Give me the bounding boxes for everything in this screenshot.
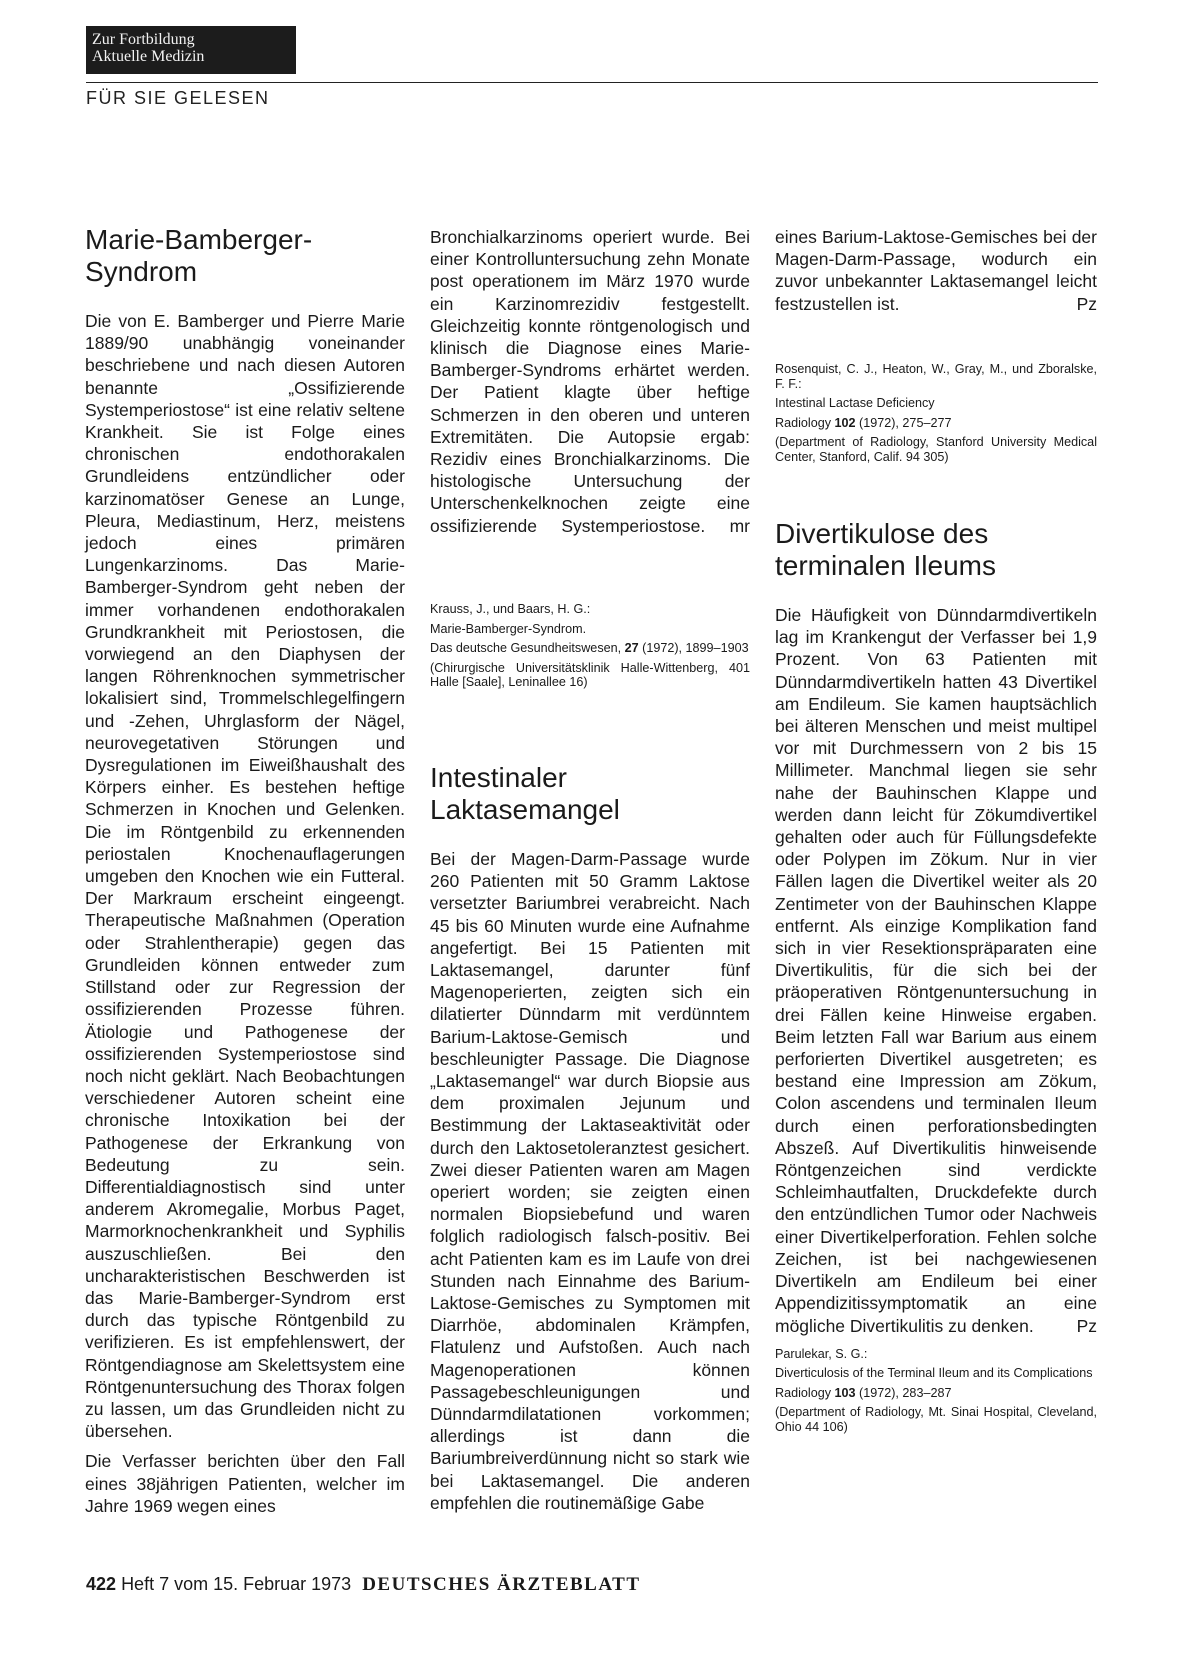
ref-volume: 27	[624, 641, 639, 655]
article-paragraph-1: Bei der Magen-Darm-Passage wurde 260 Patienten mit 50 Gramm Laktose versetzter Bariumbrei verabreicht. Nach 45 bis 60 Minuten wurde eine Aufnahme angefertigt. Bei 15 Patienten mit Laktasemangel, darunter fünf Magenoperierten, zeigten sich ein dilatierter Dünndarm mit verdünntem Barium-Laktose-Gemisch und beschleunigter Passage. Die Diagnose „Laktasemangel“ war durch Biopsie aus dem proximalen Jejunum und Bestimmung der Laktaseaktivität oder durch den Laktosetoleranztest gesichert. Zwei dieser Patienten waren am Magen operiert worden; sie zeigten einen normalen Biopsiebefund und waren folglich radiologisch falsch-positiv. Bei acht Patienten kam es im Laufe von drei Stunden nach Einnahme des Barium-Laktose-Gemisches zu Symptomen mit Diarrhöe, abdominalen Krämpfen, Flatulenz und Aufstoßen. Auch nach Magenoperationen können Passagebeschleunigungen und Dünndarmdilatationen vorkommen; allerdings ist dann die Bariumbreiverdünnung nicht so stark wie bei Laktasemangel. Die anderen empfehlen die routinemäßige Gabe	[430, 849, 750, 1513]
ref-address: (Department of Radiology, Stanford University Medical Center, Stanford, Calif. 94 305)	[775, 435, 1097, 464]
title-line-1: Intestinaler	[430, 762, 567, 793]
issue-info: Heft 7 vom 15. Februar 1973	[121, 1574, 352, 1594]
ref-journal: Das deutsche Gesundheitswesen,	[430, 641, 622, 655]
signature-pz: Pz	[1076, 293, 1097, 314]
ref-address: (Department of Radiology, Mt. Sinai Hospital, Cleveland, Ohio 44 106)	[775, 1405, 1097, 1434]
article-marie-bamberger	[85, 224, 405, 1517]
article-marie-bamberger-continued	[430, 226, 750, 537]
header-rule	[86, 82, 1098, 83]
page-number: 422	[86, 1574, 117, 1594]
ref-volume: 102	[834, 415, 856, 430]
article-laktasemangel-continued	[775, 226, 1097, 315]
ref-pages: (1972), 1899–1903	[642, 641, 749, 655]
rubric-box	[86, 26, 296, 74]
article-paragraph-continued: eines Barium-Laktose-Gemisches bei der Magen-Darm-Passage, wodurch ein zuvor unbekannter Laktasemangel leicht festzustellen ist. Pz	[775, 227, 1097, 314]
reference-laktasemangel	[775, 362, 1097, 469]
title-line-2: Syndrom	[85, 256, 198, 287]
ref-address: (Chirurgische Universitätsklinik Halle-Wittenberg, 401 Halle [Saale], Leninallee 16)	[430, 660, 750, 689]
article-paragraph-1	[775, 604, 1097, 1337]
article-paragraph-2: Die Verfasser berichten über den Fall eines 38jährigen Patienten, welcher im Jahre 1969 wegen eines	[85, 1451, 405, 1516]
paragraph-text: Die Häufigkeit von Dünndarmdivertikeln lag im Krankengut der Verfasser bei 1,9 Prozent. Von 63 Patienten mit Dünndarmdivertikeln hatten 43 Divertikel am Endileum. Sie kamen hauptsächlich bei älteren Menschen und meist multipel vor mit Durchmessern von 2 bis 15 Millimeter. Manchmal liegen sie sehr nahe der Bauhinschen Klappe und werden dann leicht für Zökumdivertikel gehalten oder auch für Füllungsdefekte oder Polypen im Zökum. Nur in vier Fällen lagen die Divertikel weiter als 20 Zentimeter von der Bauhinschen Klappe entfernt. Als einzige Komplikation fand sich in vier Resektionspräparaten eine Divertikulitis, für die sich bei der präoperativen Röntgenuntersuchung in drei Fällen keine Hinweise ergaben. Beim letzten Fall war Barium aus einem perforierten Divertikel ausgetreten; es bestand eine Impression am Zökum, Colon ascendens und terminalen Ileum durch einen perforationsbedingten Abszeß. Auf Divertikulitis hinweisende Röntgenzeichen sind verdickte Schleimhautfalten, Druckdefekte durch den entzündlichen Tumor oder Nachweis einer Divertikelperforation. Fehlen solche Zeichen, ist bei nachgewiesenen Divertikeln am Endileum bei einer Appendizitissymptomatik an eine mögliche Divertikulitis zu denken.	[775, 605, 1097, 1336]
reference-marie-bamberger	[430, 602, 750, 695]
title-line-1: Divertikulose des	[775, 518, 989, 549]
ref-volume: 103	[834, 1385, 856, 1400]
ref-title: Diverticulosis of the Terminal Ileum and its Complications	[775, 1366, 1093, 1381]
ref-journal: Radiology	[775, 1385, 832, 1400]
article-title	[430, 762, 750, 826]
ref-title: Intestinal Lactase Deficiency	[775, 396, 935, 410]
article-title	[775, 518, 1097, 582]
title-line-2: Laktasemangel	[430, 794, 620, 825]
article-laktasemangel	[430, 762, 750, 1514]
ref-title: Marie-Bamberger-Syndrom.	[430, 621, 587, 636]
title-line-2: terminalen Ileums	[775, 550, 996, 581]
signature-mr: mr	[705, 515, 750, 536]
page-footer	[86, 1574, 641, 1596]
section-label: FÜR SIE GELESEN	[86, 88, 270, 108]
title-line-1: Marie-Bamberger-	[85, 224, 313, 255]
ref-authors: Parulekar, S. G.:	[775, 1346, 868, 1361]
ref-pages: (1972), 275–277	[859, 415, 952, 430]
ref-authors: Krauss, J., und Baars, H. G.:	[430, 602, 591, 616]
article-divertikulose	[775, 518, 1097, 1439]
ref-pages: (1972), 283–287	[859, 1385, 952, 1400]
signature-pz: Pz	[1076, 1315, 1097, 1336]
article-paragraph-continued: Bronchialkarzinoms operiert wurde. Bei einer Kontrolluntersuchung zehn Monate post operationem im März 1970 wurde ein Karzinomrezidiv festgestellt. Gleichzeitig konnte röntgenologisch und klinisch die Diagnose eines Marie-Bamberger-Syndroms erhärtet werden. Der Patient klagte über heftige Schmerzen in den oberen und unteren Extremitäten. Die Autopsie ergab: Rezidiv eines Bronchialkarzinoms. Die histologische Untersuchung der Unterschenkelknochen zeigte eine ossifizierende Systemperiostose. mr	[430, 227, 750, 536]
article-paragraph-1: Die von E. Bamberger und Pierre Marie 1889/90 unabhängig voneinander beschriebene und nach diesen Autoren benannte „Ossifizierende Systemperiostose“ ist eine relativ seltene Krankheit. Sie ist Folge eines chronischen endothorakalen Grundleidens entzündlicher oder karzinomatöser Genese an Lunge, Pleura, Mediastinum, Herz, meistens jedoch eines primären Lungenkarzinoms. Das Marie-Bamberger-Syndrom geht neben der immer vorhandenen endothorakalen Grundkrankheit mit Periostosen, die vorwiegend an den Diaphysen der langen Röhrenknochen symmetrischer lokalisiert sind, Trommelschlegelfingern und -Zehen, Uhrglasform der Nägel, neurovegetativen Störungen und Dysregulationen im Eiweißhaushalt des Körpers einher. Es bestehen heftige Schmerzen in Knochen und Gelenken. Die im Röntgenbild zu erkennenden periostalen Knochenauflagerungen umgeben den Knochen wie ein Futteral. Der Markraum erscheint eingeengt. Therapeutische Maßnahmen (Operation oder Strahlentherapie) gegen das Grundleiden können entweder zum Stillstand oder zur Regression der ossifizierenden Prozesse führen. Ätiologie und Pathogenese der ossifizierenden Systemperiostose sind noch nicht geklärt. Nach Beobachtungen verschiedener Autoren scheint eine chronische Intoxikation bei der Pathogenese der Erkrankung von Bedeutung zu sein. Differentialdiagnostisch sind unter anderem Akromegalie, Morbus Paget, Marmorknochenkrankheit und Syphilis auszuschließen. Bei den uncharakteristischen Beschwerden ist das Marie-Bamberger-Syndrom erst durch das typische Röntgenbild zu verifizieren. Es ist empfehlenswert, der Röntgendiagnose am Skelettsystem eine Röntgenuntersuchung des Thorax folgen zu lassen, um das Grundleiden nicht zu übersehen.	[85, 311, 405, 1442]
rubric-line-1: Zur Fortbildung	[92, 31, 195, 48]
rubric-line-2: Aktuelle Medizin	[92, 48, 205, 65]
ref-authors: Rosenquist, C. J., Heaton, W., Gray, M., und Zboralske, F. F.:	[775, 362, 1097, 391]
journal-name: DEUTSCHES ÄRZTEBLATT	[362, 1574, 641, 1595]
ref-journal: Radiology	[775, 415, 832, 430]
article-title	[85, 224, 405, 288]
